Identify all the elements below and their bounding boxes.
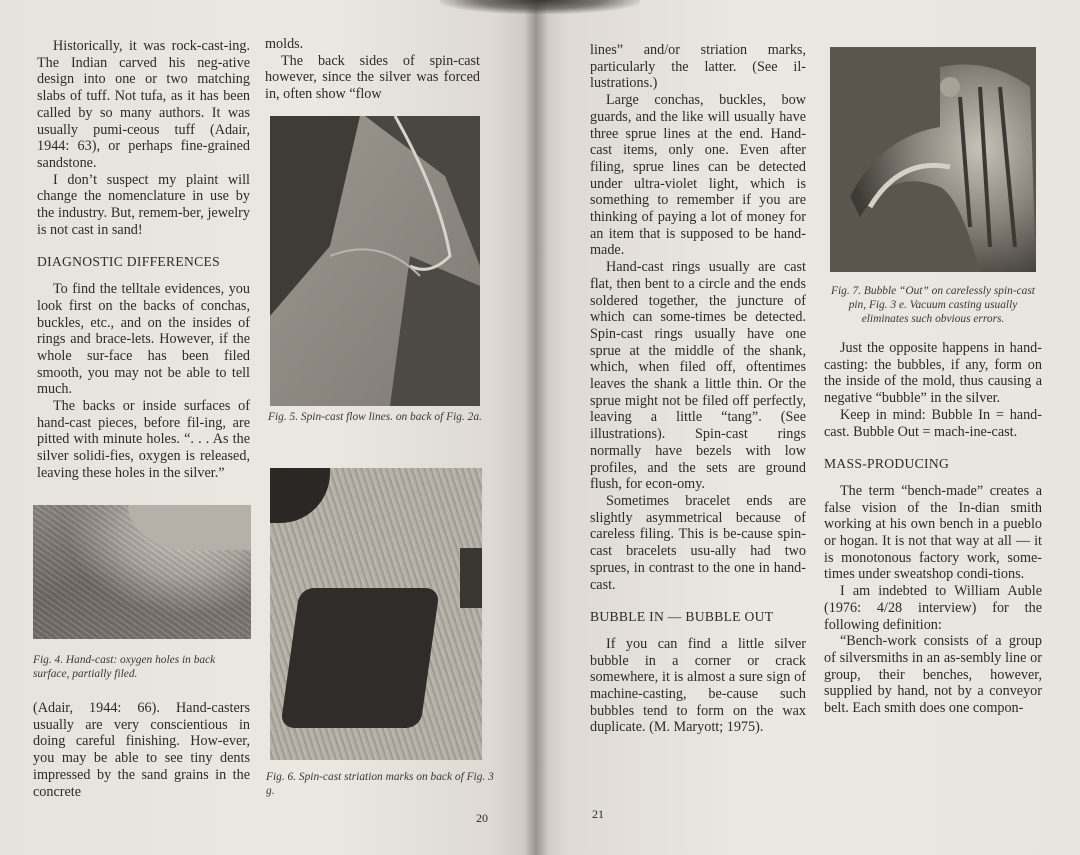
right-page: [536, 0, 1080, 855]
page-number: 21: [592, 807, 604, 821]
paragraph: If you can find a little silver bubble in a corner or crack somewhere, it is almost a sure sign of machine-casting, be-cause such bubbles tend to form on the wax duplicate. (M. Maryott; 1975).: [590, 635, 806, 736]
paragraph: Sometimes bracelet ends are slightly asymmetrical because of careless filing. This is be-cause spin-cast bracelets usu-ally had two sprues, in contrast to the one in hand-cast.: [590, 492, 806, 593]
paragraph: Large conchas, buckles, bow guards, and the like will usually have three sprue lines at the end. Hand-cast items, only one. Even after filing, sprue lines can be detected under ultra-violet light, which is something to remember if you are thinking of paying a lot of money for an item that is supposed to be hand-made.: [590, 92, 806, 259]
paragraph: The backs or inside surfaces of hand-cast pieces, before fil-ing, are pitted with minute holes. “. . . As the silver solidi-fies, oxygen is released, leaving these holes in the silver.”: [37, 398, 250, 481]
fig7-caption: Fig. 7. Bubble “Out” on carelessly spin-cast pin, Fig. 3 e. Vacuum casting usually eliminates such obvious errors.: [831, 285, 1035, 325]
section-heading: MASS-PRODUCING: [824, 456, 950, 472]
paragraph: Just the opposite happens in hand-casting: the bubbles, if any, form on the inside of the mold, thus causing a negative “bubble” in the silver.: [824, 340, 1042, 407]
paragraph: Historically, it was rock-cast-ing. The Indian carved his neg-ative design into one or two matching slabs of tuff. Not tufa, as it has been called by so many authors. It was usually pumi-ceous tuff (Adair, 1944: 63), or perhaps fine-grained sandstone.: [37, 38, 250, 171]
right-column-2: [824, 340, 1042, 717]
fig5-photo: [270, 116, 480, 406]
section-heading: DIAGNOSTIC DIFFERENCES: [37, 254, 220, 270]
fig7-photo: [830, 47, 1036, 272]
left-column-1-bottom: [33, 700, 250, 800]
paragraph: To find the telltale evidences, you look first on the backs of conchas, buckles, etc., and on the insides of rings and brace-lets. However, if the whole sur-face has been filed smooth, you may not be able to tell much.: [37, 281, 250, 398]
paragraph: “Bench-work consists of a group of silversmiths in an as-sembly line or group, their benches, however, supplied by hand, not by a conveyor belt. Each smith does one compon-: [824, 633, 1042, 717]
left-column-1: [37, 38, 250, 482]
left-page: [0, 0, 536, 855]
page-number: 20: [476, 811, 488, 825]
paragraph: (Adair, 1944: 66). Hand-casters usually are very conscientious in doing careful finishing. How-ever, you may be able to see tiny dents impressed by the sand grains in the concrete: [33, 700, 250, 800]
fig5-image: [270, 116, 480, 406]
paragraph: Hand-cast rings usually are cast flat, then bent to a circle and the ends soldered together, the juncture of which can some-times be detected. Spin-cast rings usually have one sprue at the middle of the shank, which, when filed off, oftentimes leaves the shank a little thin. Or the sprue might not be filed off perfectly, leaving a little “tang”. (See illustrations). Spin-cast rings normally have bezels with low profiles, and the sets are ground flush, for econ-omy.: [590, 259, 806, 493]
paragraph: lines” and/or striation marks, particularly the latter. (See il-lustrations.): [590, 42, 806, 92]
paragraph: Keep in mind: Bubble In = hand-cast. Bubble Out = mach-ine-cast.: [824, 406, 1042, 440]
left-column-2: [265, 36, 480, 103]
paragraph: I don’t suspect my plaint will change the nomenclature in use by the industry. But, remem-ber, jewelry is not cast in sand!: [37, 171, 250, 238]
section-heading: BUBBLE IN — BUBBLE OUT: [590, 609, 774, 625]
paragraph: I am indebted to William Auble (1976: 4/28 interview) for the following definition:: [824, 583, 1042, 633]
binding-shadow: [440, 0, 640, 14]
book-gutter: [524, 0, 548, 855]
fig4-caption: Fig. 4. Hand-cast: oxygen holes in back surface, partially filed.: [33, 654, 216, 680]
fig4-photo: [33, 505, 251, 639]
paragraph: The back sides of spin-cast however, since the silver was forced in, often show “flow: [265, 52, 480, 103]
fig5-caption: Fig. 5. Spin-cast flow lines. on back of Fig. 2a.: [268, 411, 482, 423]
fig6-caption: Fig. 6. Spin-cast striation marks on back of Fig. 3 g.: [266, 771, 494, 797]
fig6-photo: [270, 468, 482, 760]
fig7-image: [830, 47, 1036, 272]
paragraph: molds.: [265, 36, 304, 52]
paragraph: The term “bench-made” creates a false vision of the In-dian smith working at his own bench in a pueblo or hogan. It is not that way at all — it is monotonous factory work, some-times under sweatshop condi-tions.: [824, 482, 1042, 583]
right-column-1: [590, 42, 806, 736]
